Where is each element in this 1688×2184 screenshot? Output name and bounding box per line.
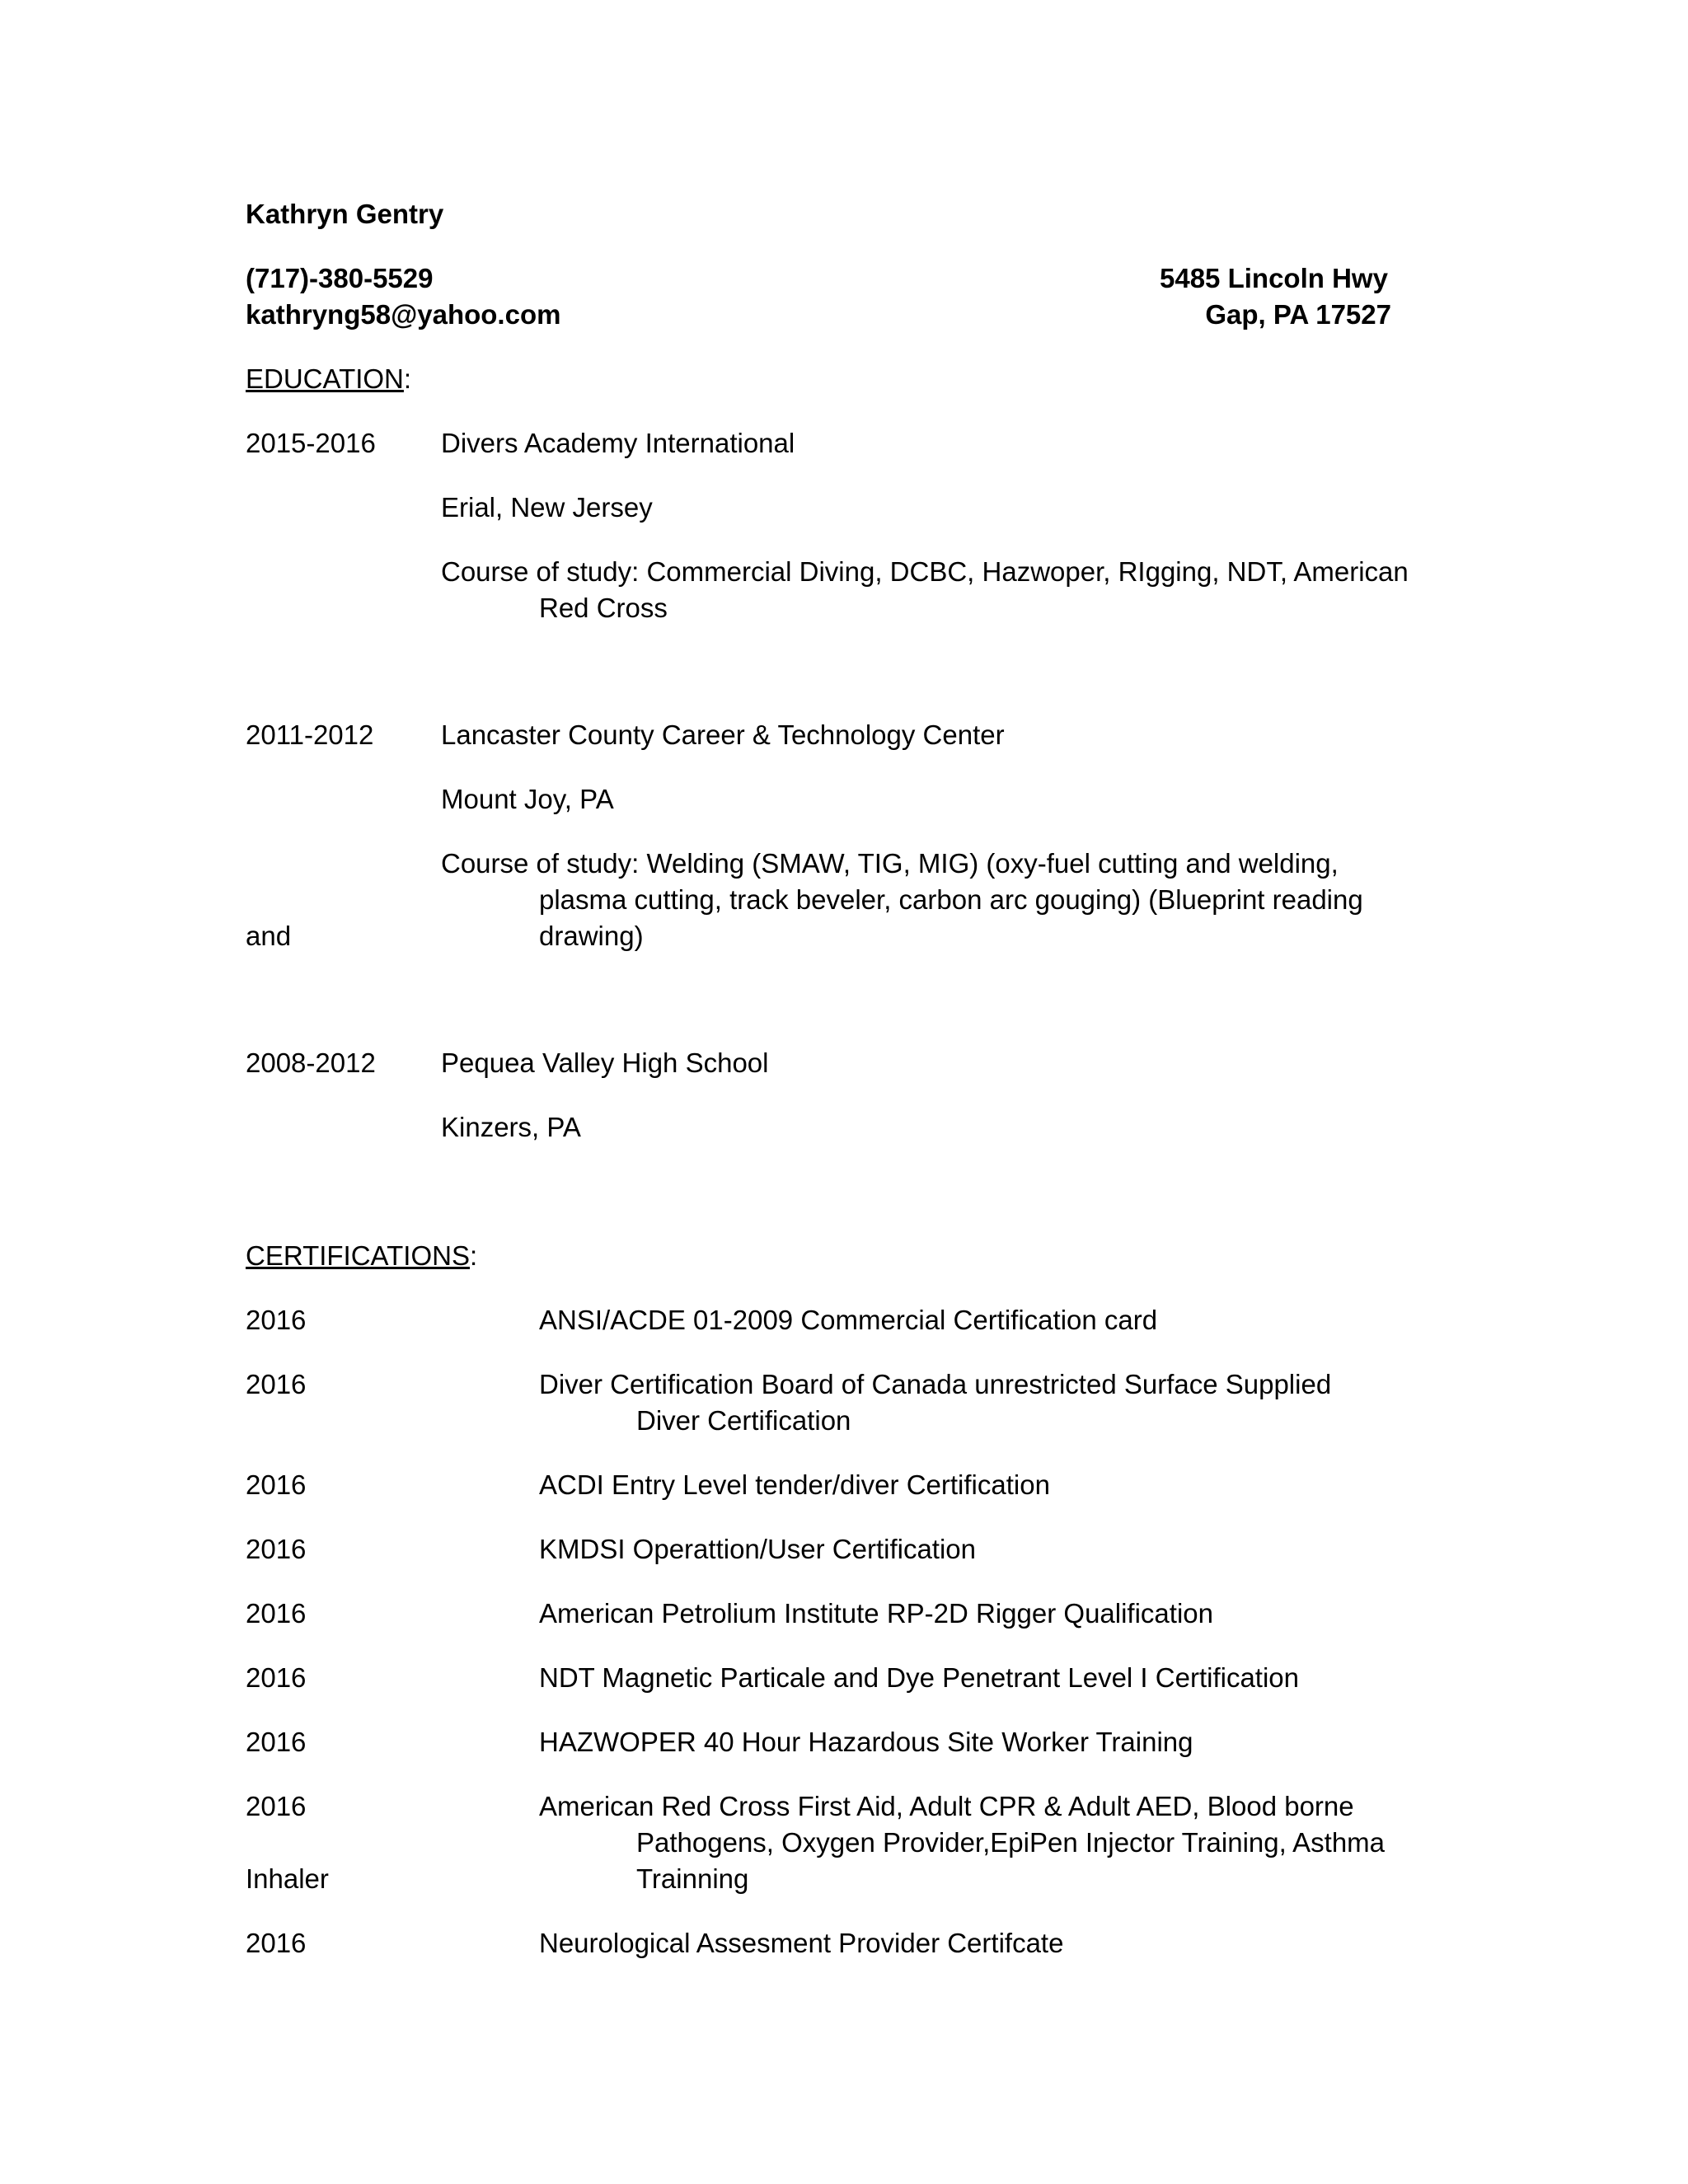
certification-title-cont: Pathogens, Oxygen Provider,EpiPen Injector Training, Asthma [636,1827,1386,1858]
education-course: Course of study: Commercial Diving, DCBC, Hazwoper, RIgging, NDT, American [441,556,1409,587]
education-heading-text: EDUCATION [246,363,404,394]
certification-year: 2016 [246,1598,307,1629]
certification-year: 2016 [246,1662,307,1693]
certification-year: 2016 [246,1305,307,1335]
certifications-heading-text: CERTIFICATIONS [246,1240,470,1271]
certification-title: NDT Magnetic Particale and Dye Penetrant Level I Certification [539,1662,1300,1693]
education-school: Divers Academy International [441,428,795,458]
education-course-cont: plasma cutting, track beveler, carbon arc gouging) (Blueprint reading [539,884,1363,915]
education-course-cont: drawing) [539,921,644,951]
certifications-heading [246,1238,477,1274]
certification-year: 2016 [246,1369,307,1399]
certification-title-cont: Trainning [636,1863,749,1894]
certification-title: American Red Cross First Aid, Adult CPR & Adult AED, Blood borne [539,1791,1354,1821]
address-city: Gap, PA 17527 [1205,299,1391,330]
certification-title-wrap: Inhaler [246,1863,329,1894]
education-heading-colon: : [403,363,412,394]
address-street: 5485 Lincoln Hwy [1160,263,1388,293]
education-heading [246,361,411,397]
certification-title: ACDI Entry Level tender/diver Certification [539,1469,1050,1500]
certification-title: ANSI/ACDE 01-2009 Commercial Certification card [539,1305,1158,1335]
education-location: Mount Joy, PA [441,784,614,814]
education-location: Kinzers, PA [441,1112,581,1142]
education-years: 2015-2016 [246,428,376,458]
certification-title: HAZWOPER 40 Hour Hazardous Site Worker Training [539,1727,1193,1757]
certification-year: 2016 [246,1928,307,1958]
certification-title: American Petrolium Institute RP-2D Rigger Qualification [539,1598,1213,1629]
education-school: Lancaster County Career & Technology Center [441,719,1005,750]
certification-title: Neurological Assesment Provider Certifcate [539,1928,1064,1958]
education-course-cont: Red Cross [539,593,668,623]
certification-year: 2016 [246,1469,307,1500]
education-years: 2008-2012 [246,1047,376,1078]
certification-title: KMDSI Operattion/User Certification [539,1534,977,1564]
education-course: Course of study: Welding (SMAW, TIG, MIG) (oxy-fuel cutting and welding, [441,848,1339,879]
certification-title-cont: Diver Certification [636,1405,851,1436]
certification-year: 2016 [246,1534,307,1564]
applicant-name: Kathryn Gentry [246,199,444,229]
phone-number: (717)-380-5529 [246,263,434,293]
education-location: Erial, New Jersey [441,492,653,523]
certification-year: 2016 [246,1727,307,1757]
education-course-wrap: and [246,921,292,951]
email-address: kathryng58@yahoo.com [246,299,561,330]
certification-title: Diver Certification Board of Canada unrestricted Surface Supplied [539,1369,1332,1399]
certification-year: 2016 [246,1791,307,1821]
education-years: 2011-2012 [246,719,374,750]
education-school: Pequea Valley High School [441,1047,769,1078]
certifications-heading-colon: : [469,1240,478,1271]
